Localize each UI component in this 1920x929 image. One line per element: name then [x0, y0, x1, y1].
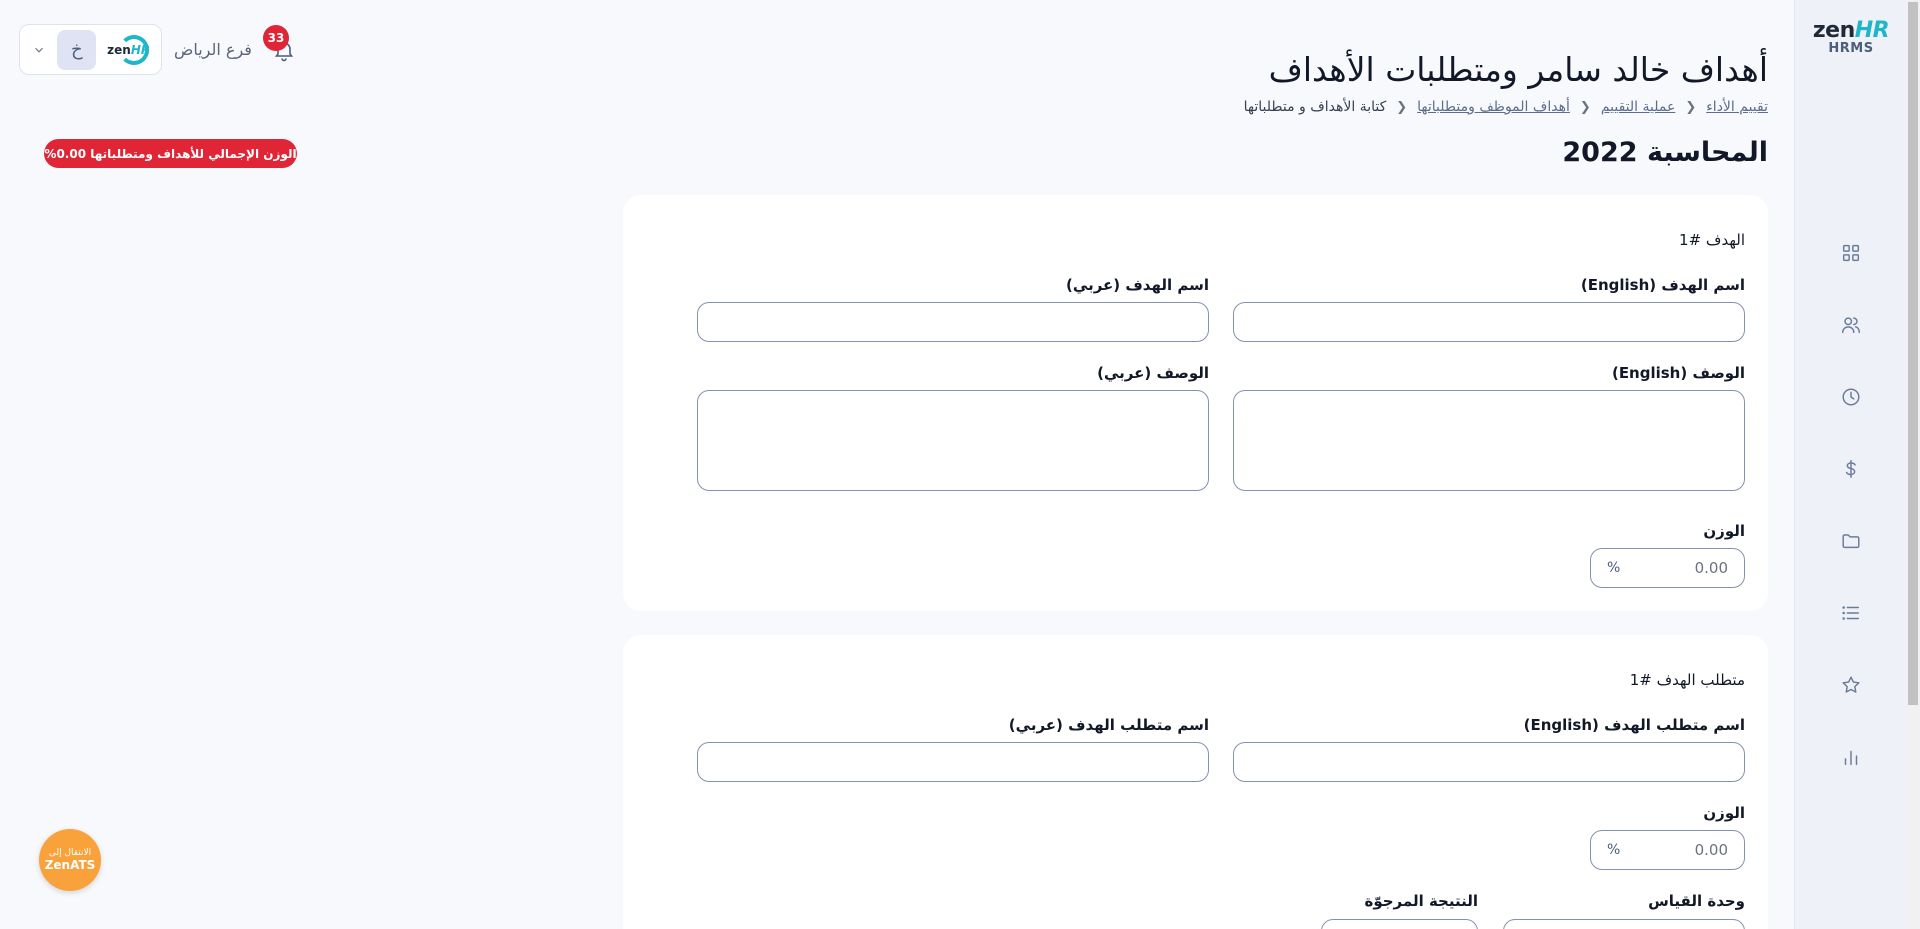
goal-name-ar-label: اسم الهدف (عربي)	[1066, 276, 1209, 294]
breadcrumb-performance[interactable]: تقييم الأداء	[1706, 99, 1768, 115]
goal-weight-input[interactable]	[1590, 548, 1745, 588]
requirement-card	[623, 635, 1768, 929]
logo-zen-text: zen	[1812, 18, 1855, 43]
user-menu[interactable]	[19, 24, 162, 75]
star-icon[interactable]	[1838, 672, 1864, 698]
req-name-ar-label: اسم متطلب الهدف (عربي)	[1008, 716, 1209, 734]
percent-sign: %	[1607, 842, 1621, 858]
goal-name-en-label: اسم الهدف (English)	[1580, 276, 1745, 294]
breadcrumb-current: كتابة الأهداف و متطلباتها	[1243, 99, 1387, 115]
breadcrumb	[1244, 99, 1768, 115]
target-result-label: النتيجة المرجوّة	[1364, 892, 1478, 910]
sidebar	[1794, 0, 1906, 929]
goal-name-ar-input[interactable]	[697, 302, 1209, 342]
users-icon[interactable]	[1838, 312, 1864, 338]
avatar[interactable]: خ	[57, 30, 96, 70]
bar-chart-icon[interactable]	[1838, 744, 1864, 770]
total-weight-badge: الوزن الإجمالي للأهداف ومتطلباتها 0.00%	[44, 139, 297, 168]
list-icon[interactable]	[1838, 600, 1864, 626]
chevron-left-icon: ❮	[1579, 99, 1591, 115]
goal-name-en-input[interactable]	[1233, 302, 1745, 342]
folder-icon[interactable]	[1838, 528, 1864, 554]
logo-hr-text: HR	[1854, 18, 1890, 43]
percent-sign: %	[1607, 560, 1621, 576]
branch-name[interactable]: فرع الرياض	[174, 40, 252, 59]
goal-weight-value: 0.00	[1694, 559, 1728, 577]
zenhr-logo[interactable]	[1795, 18, 1907, 56]
dollar-icon[interactable]	[1838, 456, 1864, 482]
req-name-en-input[interactable]	[1233, 742, 1745, 782]
chevron-down-icon[interactable]	[28, 39, 49, 61]
goal-desc-en-label: الوصف (English)	[1611, 364, 1745, 382]
company-logo	[104, 33, 153, 67]
notification-badge[interactable]: 33	[263, 25, 289, 51]
requirement-heading: متطلب الهدف #1	[1629, 671, 1745, 689]
breadcrumb-employee-goals[interactable]: أهداف الموظف ومتطلباتها	[1417, 99, 1570, 115]
req-name-ar-input[interactable]	[697, 742, 1209, 782]
chevron-left-icon: ❮	[1685, 99, 1697, 115]
req-weight-label: الوزن	[1703, 804, 1745, 822]
zenats-line1: الانتقال إلى	[48, 848, 92, 858]
goal-heading: الهدف #1	[1679, 231, 1745, 249]
goal-desc-ar-textarea[interactable]	[697, 390, 1209, 491]
page-title: أهداف خالد سامر ومتطلبات الأهداف	[1268, 50, 1768, 89]
req-weight-value: 0.00	[1694, 841, 1728, 859]
goal-desc-en-textarea[interactable]	[1233, 390, 1745, 491]
company-logo-zen: zen	[107, 42, 131, 57]
page-scrollbar[interactable]	[1906, 0, 1920, 929]
req-name-en-label: اسم متطلب الهدف (English)	[1523, 716, 1745, 734]
zenats-line2: ZenATS	[44, 858, 96, 872]
logo-subtitle: HRMS	[1828, 41, 1874, 56]
measure-unit-select[interactable]	[1503, 919, 1745, 929]
target-result-input[interactable]	[1321, 919, 1478, 929]
chevron-left-icon: ❮	[1396, 99, 1408, 115]
goal-card	[623, 195, 1768, 611]
scrollbar-thumb[interactable]	[1908, 2, 1918, 705]
measure-unit-label: وحدة القياس	[1648, 892, 1745, 910]
dashboard-icon[interactable]	[1838, 240, 1864, 266]
zenats-button[interactable]	[39, 829, 101, 891]
clock-icon[interactable]	[1838, 384, 1864, 410]
section-title: المحاسبة 2022	[1562, 137, 1768, 168]
goal-weight-label: الوزن	[1703, 522, 1745, 540]
req-weight-input[interactable]	[1590, 830, 1745, 870]
goal-desc-ar-label: الوصف (عربي)	[1097, 364, 1209, 382]
company-logo-hr: HR	[130, 42, 151, 57]
breadcrumb-evaluation[interactable]: عملية التقييم	[1600, 99, 1676, 115]
